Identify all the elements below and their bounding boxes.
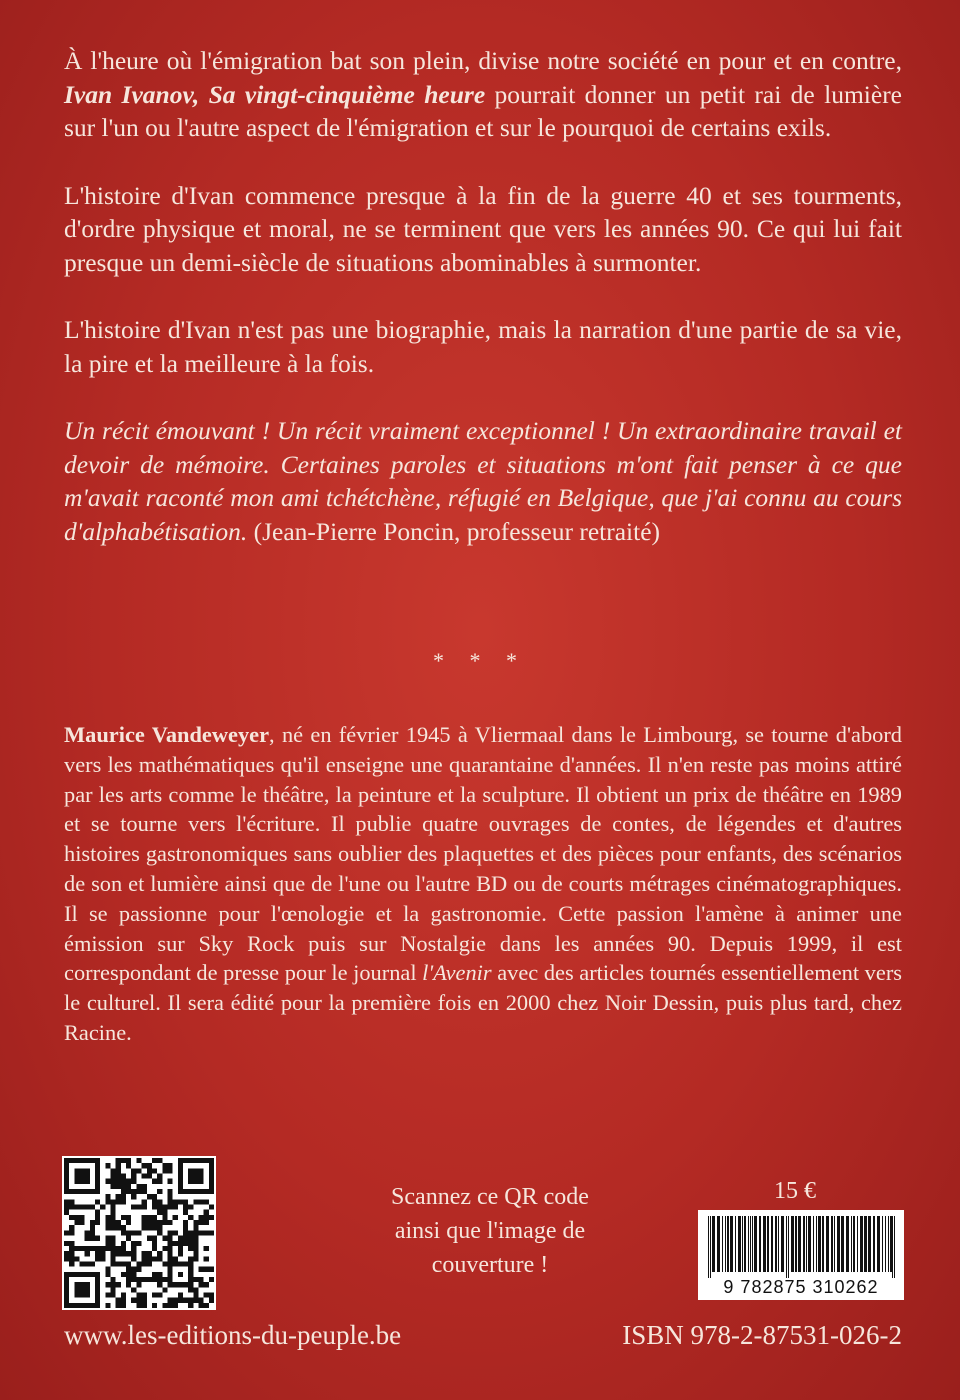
review-quote: Un récit émouvant ! Un récit vraiment exceptionnel ! Un extraordinaire travail et devoir de mémoire. Certaines paroles et situations m'ont fait penser à ce que m'avait raconté mon ami tchétchène, réfugié en Belgique, que j'ai connu au cours d'alphabétisation. (Jean-Pierre Poncin, professeur retraité) [64,416,902,546]
intro-text [64,44,902,548]
author-bio: Maurice Vandeweyer, né en février 1945 à Vliermaal dans le Limbourg, se tourne d'abord vers les mathématiques qu'il enseigne une quarantaine d'années. Il n'en reste pas moins attiré par les arts comme le théâtre, la peinture et la sculpture. Il obtient un prix de théâtre en 1989 et se tourne vers l'écriture. Il publie quatre ouvrages de contes, de légendes et d'autres histoires gastronomiques sans oublier des plaquettes et des pièces pour enfants, des scénarios de son et lumière ainsi que de l'une ou l'autre BD ou de courts métrages cinématographiques. Il se passionne pour l'œnologie et la gastronomie. Cette passion l'amène à animer une émission sur Sky Rock puis sur Nostalgie dans les années 90. Depuis 1999, il est correspondant de presse pour le journal l'Avenir avec des articles tournés essentiellement vers le culturel. Il sera édité pour la première fois en 2000 chez Noir Dessin, puis plus tard, chez Racine. [64,722,902,1045]
intro-paragraph-2: L'histoire d'Ivan commence presque à la fin de la guerre 40 et ses tourments, d'ordre physique et moral, ne se terminent que vers les années 90. Ce qui lui fait presque un demi-siècle de situations abominables à surmonter. [64,180,902,277]
book-title: Ivan Ivanov, Sa vingt-cinquième heure [64,79,486,109]
review-attribution: (Jean-Pierre Poncin, professeur retraité) [247,516,661,546]
isbn-number: ISBN 978-2-87531-026-2 [622,1320,902,1350]
qr-code[interactable] [64,1158,214,1308]
section-separator: * * * [433,648,527,673]
barcode-number: 9 782875 310262 [723,1277,879,1297]
newspaper-name: l'Avenir [422,960,492,986]
scan-line-1: Scannez ce QR code [391,1184,589,1210]
scan-line-3: couverture ! [431,1252,549,1278]
price: 15 € [774,1178,816,1204]
intro-paragraph-1: À l'heure où l'émigration bat son plein, divise notre société en pour et en contre, Ivan Ivanov, Sa vingt-cinquième heure pourrait donner un petit rai de lumière sur l'un ou l'autre aspect de l'émigration et sur le pourquoi de certains exils. [64,46,903,142]
isbn-barcode [698,1210,904,1300]
intro-paragraph-3: L'histoire d'Ivan n'est pas une biographie, mais la narration d'une partie de sa vie, la pire et la meilleure à la fois. [64,315,902,378]
scan-line-2: ainsi que l'image de [394,1218,586,1244]
publisher-website[interactable]: www.les-editions-du-peuple.be [64,1320,402,1350]
author-name: Maurice Vandeweyer [64,722,270,747]
scan-instructions [330,1180,650,1282]
